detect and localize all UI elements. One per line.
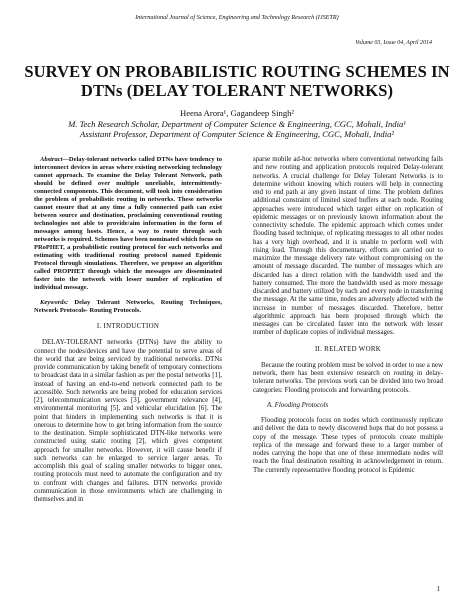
abstract-label: Abstract — [40, 156, 63, 163]
related-work-paragraph: Because the routing problem must be solved in order to use a new network, there has been extensive research on routing in delay-tolerant networks. The previous work can be divided into two broad categories: Flooding protocols and forwarding protocols. — [253, 361, 443, 394]
author-affiliation-1: M. Tech Research Scholar, Department of Computer Science & Engineering, CGC, Mohali, India¹ — [68, 118, 406, 129]
subsection-heading-flooding: A. Flooding Protocols — [267, 401, 329, 409]
keywords-label: Keywords: — [40, 299, 69, 306]
keywords-text: Delay Tolerant Networks, Routing Techniques, Network Protocols- Routing Protocols. — [34, 299, 222, 314]
flooding-paragraph: Flooding protocols focus on nodes which continuously replicate and deliver the data to newly discovered hops that do not possess a copy of the message. These types of protocols create multiple replica of the message and forward these to a larger number of nodes carrying the hope that one of these intermediate nodes will reach the final destination resulting in acknowledgement in return. The currently representative flooding protocol is Epidemic — [253, 417, 443, 474]
intro-continued-paragraph: sparse mobile ad-hoc networks where conventional networking fails and new routing and application protocols required Delay-tolerant networks. A crucial challenge for Delay Tolerant Networks is to determine without knowing which routers will help in connecting end to end path at any given instant of time. The problem defines additional constraint of limited sized buffers at each node. Routing approaches were introduced which target either on replication of epidemic messages or on previously known information about the connectivity schedule. The epidemic approach which comes under flooding based technique, of replicating messages to all other nodes has a very high overhead, and it is unable to perform well with rising load. Through this documentary, efforts are carried out to maximize the message delivery rate without compromising on the amount of message discarded. The number of messages which are discarded has a direct relation with the bandwidth used and the battery consumed. The more the bandwidth used as more message discarded and battery utilized by each and every node in transferring the message. At the same time, nodes are adversely affected with the increase in number of messages discarded. Therefore, better algorithmic approach has been proposed through which the messages can be circulated faster into the network with lesser number of duplicate copies of individual messages. — [253, 156, 443, 337]
author-names: Heena Arora¹, Gagandeep Singh² — [180, 108, 294, 118]
abstract-text: —Delay-tolerant networks called DTNs have tendency to interconnect devices in areas where existing networking technology cannot approach. To examine the Delay Tolerant Network, path should be defined over multiple unreliable, intermittently-connected components. This document, will took into consideration the problem of probabilistic routing in networks. These networks cannot ensure that at any time a fully connected path can exist between source and destination, proclaiming conventional routing technologies not able to provide/aim information in the form of messages among hosts. Hence, a way to route through such networks is required. Schemes have been nominated which focus on PRoPHET, a probabilistic routing protocol for such networks and estimating with traditional routing protocol named Epidemic Protocol through simulations. Therefore, we propose an algorithm called PROPHET through which the messages are disseminated faster into the network with lesser number of replication of individual message. — [34, 156, 222, 291]
left-column — [34, 156, 222, 511]
abstract — [34, 156, 222, 292]
author-block — [0, 108, 474, 140]
author-affiliation-2: Assistant Professor, Department of Computer Science & Engineering, CGC, Mohali, India² — [80, 129, 394, 139]
right-column — [253, 156, 443, 482]
journal-header: International Journal of Science, Engineering and Technology Research (IJSETR) — [135, 14, 339, 21]
intro-paragraph: DELAY-TOLERANT networks (DTNs) have the ability to connect the nodes/devices and have the potential to serve areas of the world that are being serviced by traditional networks. DTNs provide communication by taking benefit of temporary connections to broadcast data in a similar fashion as per the postal networks [1], instead of having an end-to-end network connected path to be accessible. Such networks are being probed for education services [2], telecommunication services [3], government relevance [4], environmental monitoring [5], and vehicular elucidation [6]. The point that hinders in implementing such networks is that it is onerous to determine how to get bring information from the source to the destination. Simple sophisticated DTN-like networks were constructed using static routing [2], which gives competent approach for smaller networks. However, it will cause benefit if such networks can be enlarged to service larger areas. To accomplish this goal of scaling smaller networks to bigger ones, routing protocols must need to automate the configuration and try to confront with changes and failures. DTN networks provide communication in those environments which are challenging in themselves and in — [34, 339, 222, 503]
volume-info: Volume 03, Issue 04, April 2014 — [355, 40, 432, 46]
section-heading-introduction: I. INTRODUCTION — [96, 323, 160, 330]
keywords — [34, 299, 222, 315]
section-heading-related-work: II. RELATED WORK — [314, 345, 382, 353]
page-number: 1 — [436, 585, 440, 593]
paper-title: SURVEY ON PROBABILISTIC ROUTING SCHEMES IN DTNs (DELAY TOLERANT NETWORKS) — [24, 62, 450, 100]
